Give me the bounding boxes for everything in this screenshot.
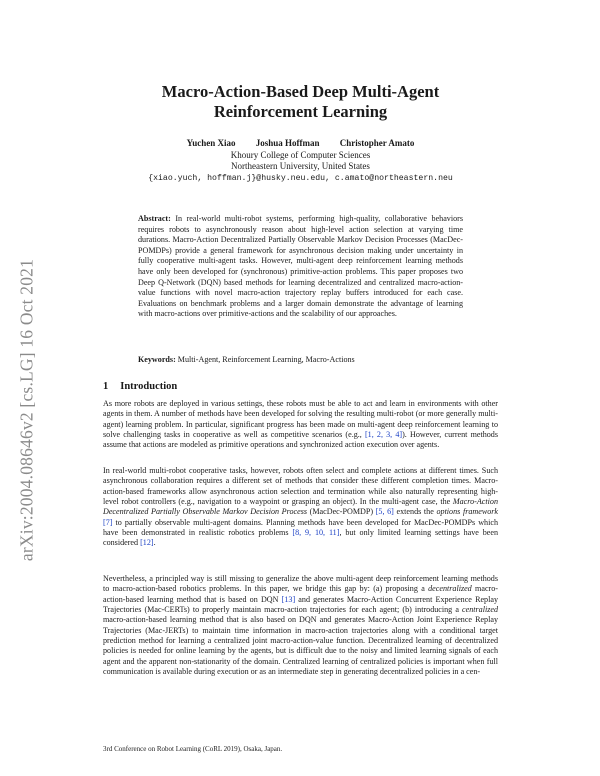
text-run: to partially observable multi-agent domains. Planning methods have been developed for MacDec-POMDPs which have been demonstrated in realistic robotics problems (103, 517, 498, 538)
text-run: , but only limited learning settings have been considered (103, 528, 499, 548)
affiliation: Khoury College of Computer Sciences (230, 149, 371, 160)
footer-conference: 3rd Conference on Robot Learning (CoRL 2019), Osaka, Japan. (103, 745, 283, 753)
paragraph-2 (103, 466, 498, 549)
section-title: Introduction (120, 381, 178, 392)
author-name: Christopher Amato (339, 138, 415, 148)
author-emails: {xiao.yuch, hoffman.j}@husky.neu.edu, c.amato@northeastern.neu (148, 173, 453, 183)
text-run: macro-action-based learning method that is also based on DQN and generates Macro-Action Joint Experience Replay Trajectories (Mac-JERTs) to maintain time information in macro-action trajectories along with a conditional target prediction method for learning a centralized joint macro-action-value function. Decentralized learning of decentralized policies is needed for online learning by the agents, but is difficult due to the noisy and limited learning signals of each agent and the apparent non-stationarity of the domain. Centralized learning of centralized policies is important when full communication is available during execution or as an intermediate step in generating decentralized policies in a cen- (103, 615, 498, 677)
paragraph-1 (103, 399, 498, 451)
text-run: ). However, current methods assume that actions are modeled as primitive operations and synchronized action execution over agents. (103, 430, 498, 450)
paragraph-3 (103, 574, 498, 677)
abstract-text: In real-world multi-robot systems, performing high-quality, collaborative behaviors requires robots to asynchronously reason about high-level action selection at varying time durations. Macro-Action Decentralized Partially Observable Markov Decision Processes (MacDec-POMDPs) provide a general framework for asynchronous decision making under uncertainty in fully cooperative multi-agent tasks. However, multi-agent deep reinforcement learning methods have only been developed for (synchronous) primitive-action problems. This paper proposes two Deep Q-Network (DQN) based methods for learning decentralized and centralized macro-action-value functions with novel macro-action trajectory replay buffers introduced for each case. Evaluations on benchmark problems and a larger domain demonstrate the advantage of learning with macro-actions over primitive-actions and the scalability of our approaches. (138, 214, 463, 319)
citation-link[interactable]: [12] (140, 538, 154, 548)
university: Northeastern University, United States (231, 161, 370, 171)
arxiv-watermark (14, 200, 40, 620)
section-number: 1 (103, 381, 109, 392)
keywords (138, 355, 463, 364)
title-line-1: Macro-Action-Based Deep Multi-Agent (161, 82, 440, 101)
text-run: As more robots are deployed in various settings, these robots must be able to act and learn in environments with other agents in them. A number of methods have been developed for solving the resulting multi-robot (or more generally multi-agent) learning problem. In particular, significant progress has been made on multi-agent deep reinforcement learning to solve challenging tasks in cooperative as well as competitive scenarios (e.g., (103, 399, 498, 440)
citation-link[interactable]: [13] (281, 594, 296, 604)
author-name: Joshua Hoffman (255, 138, 320, 148)
author-name: Yuchen Xiao (186, 138, 236, 148)
italic-text: centralized (462, 605, 498, 615)
citation-link[interactable]: [1, 2, 3, 4] (364, 430, 403, 440)
text-run: . (153, 538, 156, 548)
author-names (103, 138, 498, 150)
citation-link[interactable]: [7] (103, 517, 113, 527)
citation-link[interactable]: [5, 6] (375, 507, 394, 517)
italic-text: decentralized (428, 584, 472, 594)
text-run: In real-world multi-robot cooperative tasks, however, robots often select and complete actions at different times. Such asynchronous collaboration requires a different set of methods that consider these different completion times. Macro-action-based frameworks allow asynchronous action selection and termination while also naturally representing high-level robot controllers (e.g., navigation to a waypoint or grasping an object). In the multi-agent case, the (103, 466, 498, 507)
italic-text: options framework (436, 507, 499, 517)
keywords-label: Keywords: (138, 355, 176, 364)
section-heading (103, 381, 177, 392)
italic-text: Macro-Action Decentralized Partially Observable Markov Decision Process (103, 497, 498, 517)
abstract-label: Abstract: (138, 214, 171, 223)
title-line-2: Reinforcement Learning (213, 102, 388, 121)
text-run: macro-action-based learning method that is based on DQN (103, 584, 498, 604)
paper-title (103, 82, 498, 122)
author-block (103, 138, 498, 184)
text-run: Nevertheless, a principled way is still missing to generalize the above multi-agent deep reinforcement learning methods to macro-action-based robotics problems. In this paper, we bridge this gap by: (a) proposing a (103, 574, 498, 594)
text-run: (MacDec-POMDP) (307, 507, 376, 517)
text-run: and generates Macro-Action Concurrent Experience Replay Trajectories (Mac-CERTs) to properly maintain macro-action trajectories for each agent; (b) introducing a (103, 594, 498, 615)
text-run: extends the (393, 507, 437, 517)
citation-link[interactable]: [8, 9, 10, 11] (292, 528, 340, 538)
abstract (138, 214, 463, 320)
keywords-text: Multi-Agent, Reinforcement Learning, Macro-Actions (177, 355, 355, 364)
arxiv-id-text: arXiv:2004.08646v2 [cs.LG] 16 Oct 2021 (16, 258, 37, 562)
